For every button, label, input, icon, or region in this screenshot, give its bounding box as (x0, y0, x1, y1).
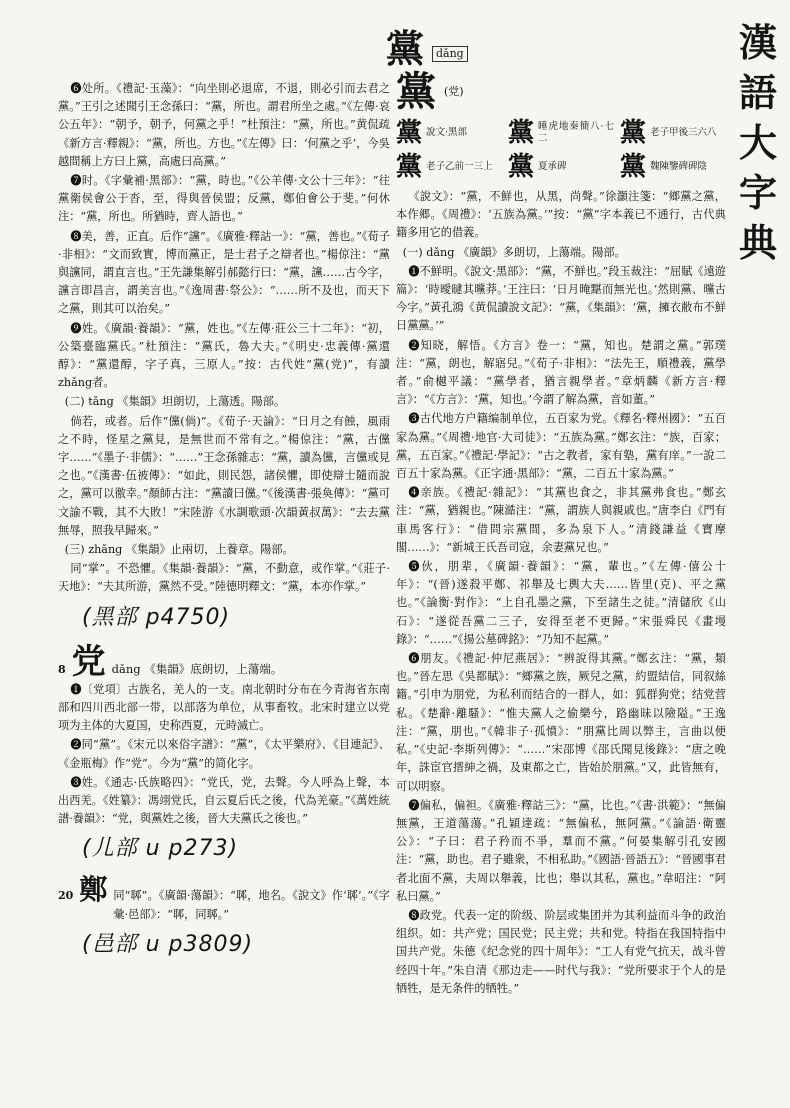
sense-paragraph: ❸古代地方户籍编制单位，五百家为党。《釋名·釋州國》：“五百家為黨。”《周禮·地官·大司徒》：“五族為黨。”鄭玄注：“族，百家；黨，五百家。”《禮記·學記》：“古之教者，家有塾，黨有庠。”一說二百五十家為黨。《正字通·黑部》：“黨，二百五十家為黨。” (396, 412, 726, 481)
entry-pronunciation: dǎng 《集韻》底朗切，上蕩端。 (111, 661, 283, 676)
form-source: 老子乙前一三上 (426, 161, 493, 172)
sense-paragraph: ❷知晓，解悟。《方言》卷一：“黨，知也。楚謂之黨。”郭璞注：“黨，朗也，解寤兒。”《荀子·非相》：“法先王，順禮義，黨學者。”俞樾平議：“黨學者，猶言親學者。”章炳麟《新方言·釋言》：“《方言》：‘黨，知也。’今謂了解為黨，音如董。” (396, 338, 726, 407)
book-title-char: 大 (738, 120, 777, 165)
sense-paragraph: ❼时。《字彙補·黑部》：“黨，時也。”《公羊傳·文公十三年》：“往黨衛侯會公于沓，至，得與晉侯盟；反黨，鄭伯會公于斐。”何休注：“黨，所也。所猶時，齊人語也。” (58, 174, 390, 224)
entry-number: 20 (58, 889, 74, 903)
entry-headword: 黨 (396, 68, 436, 115)
book-title-char: 漢 (738, 20, 777, 65)
right-column (396, 70, 726, 999)
sense-paragraph: 倘若，或者。后作“儻(倘)”。《荀子·天論》：“日月之有蝕，風雨之不時，怪星之黨見，是無世而不常有之。”楊倞注：“黨，古儻字……”《墨子·非儒》：“……”王念孫雜志：“黨，讀為儻，言儻或見之也。”《漢書·伍被傳》：“如此，則民怨，諸侯懼，即使辯士隨而說之，黨可以徼幸。”顏師古注：“黨讀曰儻。”《後漢書·張奐傳》：“黨可文諭不戰，其不大敗！”宋陸游《水調歌頭·次韻黃叔萬》：“去去黨無辱，照我早歸來。” (58, 414, 390, 537)
running-head: 黨 (386, 26, 427, 71)
sense-paragraph: ❻朋友。《禮記·仲尼燕居》：“辨說得其黨。”鄭玄注：“黨，類也。”晉左思《吳都賦》：“鄉黨之族，厥兒之黨，約盟結信，同叙絲籍。”引申为朋党，为私利而结合的一群人，如：狐群狗党；结党营私。《楚辭·離騷》：“惟夫黨人之偷樂兮，路幽昧以險隘。”王逸注：“黨，朋也。”《韓非子·孤憤》：“朋黨比周以弊主，言曲以便私。”《史記·李斯列傳》：“……”宋邵博《邵氏聞見後錄》：“唐之晚年，誅宦官搢紳之禍，及東都之亡，皆始於朋黨。”又，此皆無有，可以明察。 (396, 652, 726, 793)
pronunciation-line: (二) tǎng 《集韻》坦朗切，上蕩透。陽部。 (64, 395, 286, 409)
form-glyph: 黨 (508, 152, 535, 182)
historical-form (396, 118, 502, 148)
sense-paragraph: 同“掌”。不恐懼。《集韻·養韻》：“黨，不動意，或作掌。”《莊子·天地》：“夫其所游，黨然不受。”陸德明釋文：“黨，本亦作掌。” (58, 562, 390, 594)
historical-form (508, 152, 614, 182)
entry-headline (58, 643, 390, 681)
form-glyph: 黨 (396, 118, 423, 148)
entry-dang-simplified (58, 643, 390, 865)
etymology-paragraph: 《說文》：“黨，不鮮也，从黑，尚聲。”徐灝注箋：“鄉黨之黨，本作郷。《周禮》：‘五族為黨。’”按：“黨”字本義已不通行，古代典籍多用它的借義。 (396, 190, 726, 240)
entry-headline (58, 874, 390, 923)
form-glyph: 黨 (508, 118, 535, 148)
historical-form (620, 118, 726, 148)
form-glyph: 黨 (620, 152, 647, 182)
pronunciation-line: (三) zhǎng 《集韻》止兩切，上養章。陽部。 (64, 543, 294, 557)
sense-paragraph: ❶不鮮明。《說文·黑部》：“黨，不鮮也。”段玉裁注：“屈賦《遠遊篇》：‘時曖曃其曭莽。’王注曰：‘日月晻黮而無光也。’然則黨、曭古今字。”黃孔鴻《黄侃讀說文記》：“黨，《集韻》：‘黨，擁衣敝布不鮮日黨黨。’” (396, 264, 726, 333)
entry-headword: 鄭 (79, 873, 108, 907)
historical-form (396, 152, 502, 182)
entry-number: 8 (58, 662, 66, 676)
sense-paragraph: ❷同“黨”。《宋元以來俗字譜》：“黨”，《太平樂府》、《目連記》、《金瓶梅》作“党”。今为“黨”的简化字。 (58, 738, 390, 770)
entry-zou-variant (58, 874, 390, 959)
sense-paragraph: ❽政党。代表一定的阶级、阶层或集团并为其利益而斗争的政治组织。如：共产党；国民党；民主党；共和党。特指在我国特指中国共产党。朱德《纪念党的四十周年》：“工人有党气抗天，战斗曾经四十年。”朱自清《那边走——时代与我》：“党所要求于个人的是牺牲，是无条件的牺牲。” (396, 908, 726, 995)
form-glyph: 黨 (620, 118, 647, 148)
simplified-form-tag: (党) (444, 84, 464, 98)
sense-paragraph: ❻处所。《禮記·玉藻》：“向坐則必退席，不退，則必引而去君之黨。”王引之述聞引王念孫曰：“黨，所也。謂君所坐之處。”《左傳·哀公五年》：“朝予，朝予，何黨之乎！”杜預注：“黨，所也。”黄侃疏《新方言·釋親》：“黨，所也。方也。”《左傳》曰：‘何黨之乎’，今吳越間稱上方曰上黨，高處曰高黨。” (58, 82, 390, 168)
entry-head (396, 70, 726, 114)
sense-paragraph: ❶〔党項〕古族名，羌人的一支。南北朝时分布在今青海省东南部和四川西北部一带，以部落为单位，从事畜牧。北宋时建立以党项为主体的大夏国，史称西夏，元時滅亡。 (58, 682, 390, 733)
historical-form (620, 152, 726, 182)
sense-paragraph: ❾姓。《廣韻·養韻》：“黨，姓也。”《左傳·莊公三十二年》：“初，公築臺臨黨氏。”杜預注：“黨氏，魯大夫。”《明史·忠義傳·黨還醇》：“黨還醇，字子真，三原人。”按：古代姓“黨(党)”，有讀zhǎng者。 (58, 321, 390, 390)
handwritten-note: (黑部 p4750) (82, 604, 231, 630)
historical-form (508, 118, 614, 148)
form-source: 睡虎地秦簡八·七二 (538, 121, 614, 144)
book-title-char: 字 (738, 170, 777, 215)
left-column (58, 80, 390, 964)
sense-paragraph: ❸姓。《通志·氏族略四》：“党氏，党，去聲。今人呼為上聲，本出西羌。《姓纂》：馮翊党氏，自云夏后氏之後，代為羌豪。”《萬姓統譜·養韻》：“党，與黨姓之後，晉大夫黨氏之後也。” (58, 775, 390, 826)
form-source: 老子甲後三六八 (650, 127, 717, 138)
pronunciation-line: (一) dǎng 《廣韻》多朗切，上蕩端。陽部。 (402, 245, 626, 259)
book-title-char: 典 (738, 220, 777, 265)
form-source: 說文·黑部 (426, 127, 468, 138)
form-source: 魏陳鑒碑碑陰 (650, 161, 708, 172)
form-glyph: 黨 (396, 152, 423, 182)
handwritten-note: (邑部 u p3809) (82, 931, 254, 957)
sense-paragraph: ❹亲族。《禮記·雜記》：“其黨也食之，非其黨弗食也。”鄭玄注：“黨，猶親也。”陳澔注：“黨，謂族人與親戚也。”唐李白《門有車馬客行》：“借問宗黨間，多為泉下人。”清錢謙益《寶摩閣……》：“新城王氏吾司寇，余妻黨兄也。” (396, 486, 726, 554)
sense-paragraph: ❽美，善，正直。后作“讜”。《廣雅·釋詁一》：“黨，善也。”《荀子·非相》：“文而致實，博而黨正，是士君子之辯者也。”楊倞注：“黨與讜同，謂直言也。”王先謙集解引郝懿行曰：“黨，讜……古今字，讜言即昌言，謂美言也。”《逸周書·祭公》：“……所不及也，而天下之黨，則其可以治矣。” (58, 229, 390, 316)
sense-paragraph: ❺伙，朋辈，《廣韻·養韻》：“黨，輩也。”《左傳·僖公十年》：“(晉)遂殺平鄭、祁舉及七輿大夫……皆里(克)、平之黨也。”《論衡·對作》：“上自孔墨之黨，下至諸生之徒。”清儲欣《山石》：“遂從吾黨二三子，安得至老不更歸。”宋張舜民《畫墁錄》：“……”《揚公墓碑銘》：“乃知不起黨。” (396, 560, 726, 646)
sense-paragraph: ❼偏私，偏袒。《廣雅·釋詁三》：“黨，比也。”《書·洪範》：“無偏無黨，王道蕩蕩。”孔穎達疏：“無偏私，無阿黨。”《論語·衛靈公》：“子曰：君子矜而不爭，羣而不黨。”何晏集解引孔安國注：“黨，助也。君子雖衆，不相私助。”《國語·晉語五》：“晉國事君者北面不黨，夫周以舉義，比也；舉以其私，黨也。”韋昭注：“阿私曰黨。” (396, 798, 726, 903)
entry-definition: 同“郰”。《廣韻·蕩韻》：“郰，地名。《說文》作‘郰’。”《字彙·邑部》：“郰，同郰。” (113, 889, 390, 921)
running-head-pinyin: dǎng (432, 46, 468, 62)
form-source: 夏承碑 (538, 161, 567, 172)
handwritten-note: (儿部 u p273) (82, 836, 239, 862)
entry-headword: 党 (71, 641, 106, 682)
historical-forms (396, 118, 726, 182)
book-title-char: 語 (738, 70, 777, 115)
book-title-vertical (734, 18, 782, 268)
